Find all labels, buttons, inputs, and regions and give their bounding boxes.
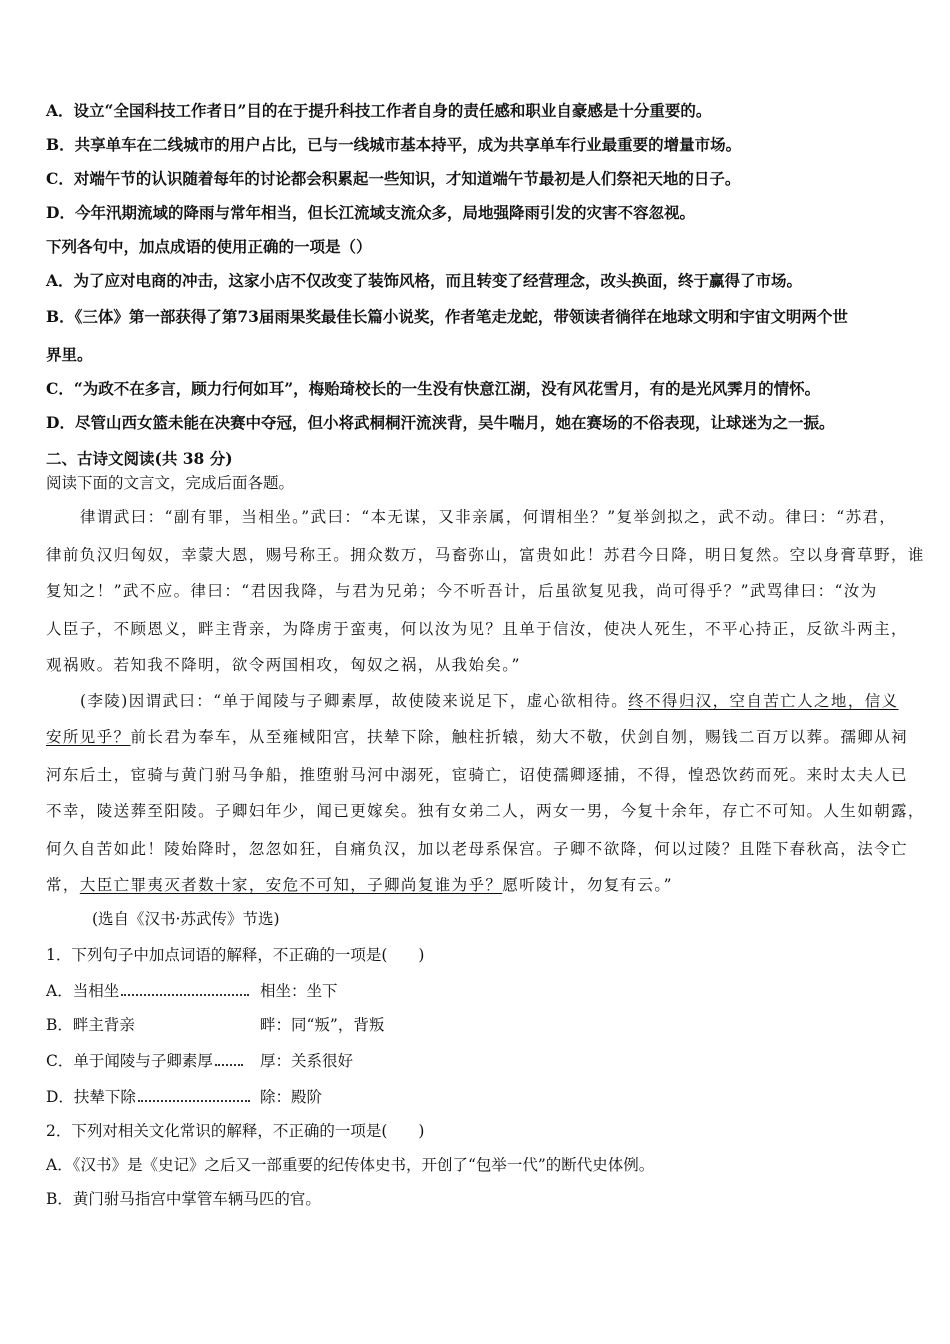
q1-a-phrase: A．当相坐 xyxy=(46,982,120,1000)
q1-d-leader xyxy=(138,1086,250,1102)
passage-p1-line3: 复知之！”武不应。律曰：“君因我降，与君为兄弟；今不听吾计，后虽欲复见我，尚可得乎？”武骂律曰：“汝为 xyxy=(46,582,878,600)
q1-b-phrase: B．畔主背亲 xyxy=(46,1016,135,1034)
q2-stem: 2．下列对相关文化常识的解释，不正确的一项是( ) xyxy=(46,1122,425,1140)
passage-p1-line1: 律谓武曰：“副有罪，当相坐。”武曰：“本无谋，又非亲属，何谓相坐？”复举剑拟之，武不动。律曰：“苏君， xyxy=(80,508,897,526)
q2-option-b: B．黄门驸马指宫中掌管车辆马匹的官。 xyxy=(46,1190,321,1208)
section-heading: 二、古诗文阅读(共 38 分) xyxy=(46,449,233,468)
idiom-option-b-line1: B．《三体》第一部获得了第73届雨果奖最佳长篇小说奖，作者笔走龙蛇，带领读者徜徉在地球文明和宇宙文明两个世 xyxy=(46,307,848,326)
idiom-question-stem: 下列各句中，加点成语的使用正确的一项是（） xyxy=(46,237,372,256)
q1-option-d xyxy=(46,1086,912,1108)
q1-c-phrase: C．单于闻陵与子卿素厚 xyxy=(46,1052,213,1070)
q1-c-definition: 厚：关系很好 xyxy=(260,1052,354,1070)
prev-option-c: C．对端午节的认识随着每年的讨论都会积累起一些知识，才知道端午节最初是人们祭祀天地的日子。 xyxy=(46,169,741,188)
q1-d-definition: 除：殿阶 xyxy=(260,1088,323,1106)
q1-d-phrase: D．扶辇下除 xyxy=(46,1088,136,1106)
prev-option-d: D．今年汛期流域的降雨与常年相当，但长江流域支流众多，局地强降雨引发的灾害不容忽视。 xyxy=(46,203,695,222)
q1-a-leader xyxy=(121,980,249,996)
prev-option-b: B．共享单车在二线城市的用户占比，已与一线城市基本持平，成为共享单车行业最重要的增量市场。 xyxy=(46,135,742,154)
underlined-sentence-1b: 安所见乎？ xyxy=(46,728,131,746)
passage-p1-line4: 人臣子，不顾恩义，畔主背亲，为降虏于蛮夷，何以汝为见？且单于信汝，使决人死生，不平心持正，反欲斗两主， xyxy=(46,620,908,638)
q1-option-c xyxy=(46,1050,912,1072)
passage-p2-line1-text: (李陵)因谓武曰：“单于闻陵与子卿素厚，故使陵来说足下，虚心欲相待。 xyxy=(80,692,629,710)
q1-stem: 1．下列句子中加点词语的解释，不正确的一项是( ) xyxy=(46,946,425,964)
q2-option-a: A．《汉书》是《史记》之后又一部重要的纪传体史书，开创了“包举一代”的断代史体例。 xyxy=(46,1156,655,1174)
underlined-sentence-2: 大臣亡罪夷灭者数十家，安危不可知，子卿尚复谁为乎？ xyxy=(79,876,503,894)
passage-p2-line5: 何久自苦如此！陵始降时，忽忽如狂，自痛负汉，加以老母系保宫。子卿不欲降，何以过陵？且陛下春秋高，法令亡 xyxy=(46,840,908,858)
q1-c-leader xyxy=(215,1050,243,1066)
q1-option-b xyxy=(46,1014,912,1036)
passage-p2-line6-end: 愿听陵计，勿复有云。” xyxy=(502,876,673,894)
idiom-option-d: D．尽管山西女篮未能在决赛中夺冠，但小将武桐桐汗流浃背，吴牛喘月，她在赛场的不俗表现，让球迷为之一振。 xyxy=(46,413,835,432)
q1-a-definition: 相坐：坐下 xyxy=(260,982,338,1000)
idiom-option-c: C．“为政不在多言，顾力行何如耳”，梅贻琦校长的一生没有快意江湖，没有风花雪月，有的是光风霁月的情怀。 xyxy=(46,379,821,398)
q1-option-a xyxy=(46,980,912,1002)
prev-option-a: A．设立“全国科技工作者日”目的在于提升科技工作者自身的责任感和职业自豪感是十分重要的。 xyxy=(46,101,712,120)
passage-p2-line6 xyxy=(46,874,912,896)
passage-source: (选自《汉书·苏武传》节选) xyxy=(92,910,280,928)
passage-p1-line2: 律前负汉归匈奴，幸蒙大恩，赐号称王。拥众数万，马畜弥山，富贵如此！苏君今日降，明日复然。空以身膏草野，谁 xyxy=(46,546,925,564)
passage-p2-line2-text: 前长君为奉车，从至雍棫阳宫，扶辇下除，触柱折辕，劾大不敬，伏剑自刎，赐钱二百万以葬。孺卿从祠 xyxy=(130,728,908,746)
q1-b-definition: 畔：同“叛”，背叛 xyxy=(260,1016,385,1034)
section-instruction: 阅读下面的文言文，完成后面各题。 xyxy=(46,474,295,492)
passage-p2-line6-start: 常， xyxy=(46,876,80,894)
passage-p1-line5: 观祸败。若知我不降明，欲令两国相攻，匈奴之祸，从我始矣。” xyxy=(46,656,521,674)
passage-p2-line3: 河东后土，宦骑与黄门驸马争船，推堕驸马河中溺死，宦骑亡，诏使孺卿逐捕，不得，惶恐饮药而死。来时太夫人已 xyxy=(46,766,908,784)
underlined-sentence-1a: 终不得归汉，空自苦亡人之地，信义 xyxy=(628,692,899,710)
idiom-option-b-line2: 界里。 xyxy=(46,345,93,364)
passage-p2-line4: 不幸，陵送葬至阳陵。子卿妇年少，闻已更嫁矣。独有女弟二人，两女一男，今复十余年，存亡不可知。人生如朝露， xyxy=(46,802,925,820)
passage-p2-line1 xyxy=(80,690,946,712)
passage-p2-line2 xyxy=(46,726,912,748)
idiom-option-a: A．为了应对电商的冲击，这家小店不仅改变了装饰风格，而且转变了经营理念，改头换面，终于赢得了市场。 xyxy=(46,271,803,290)
